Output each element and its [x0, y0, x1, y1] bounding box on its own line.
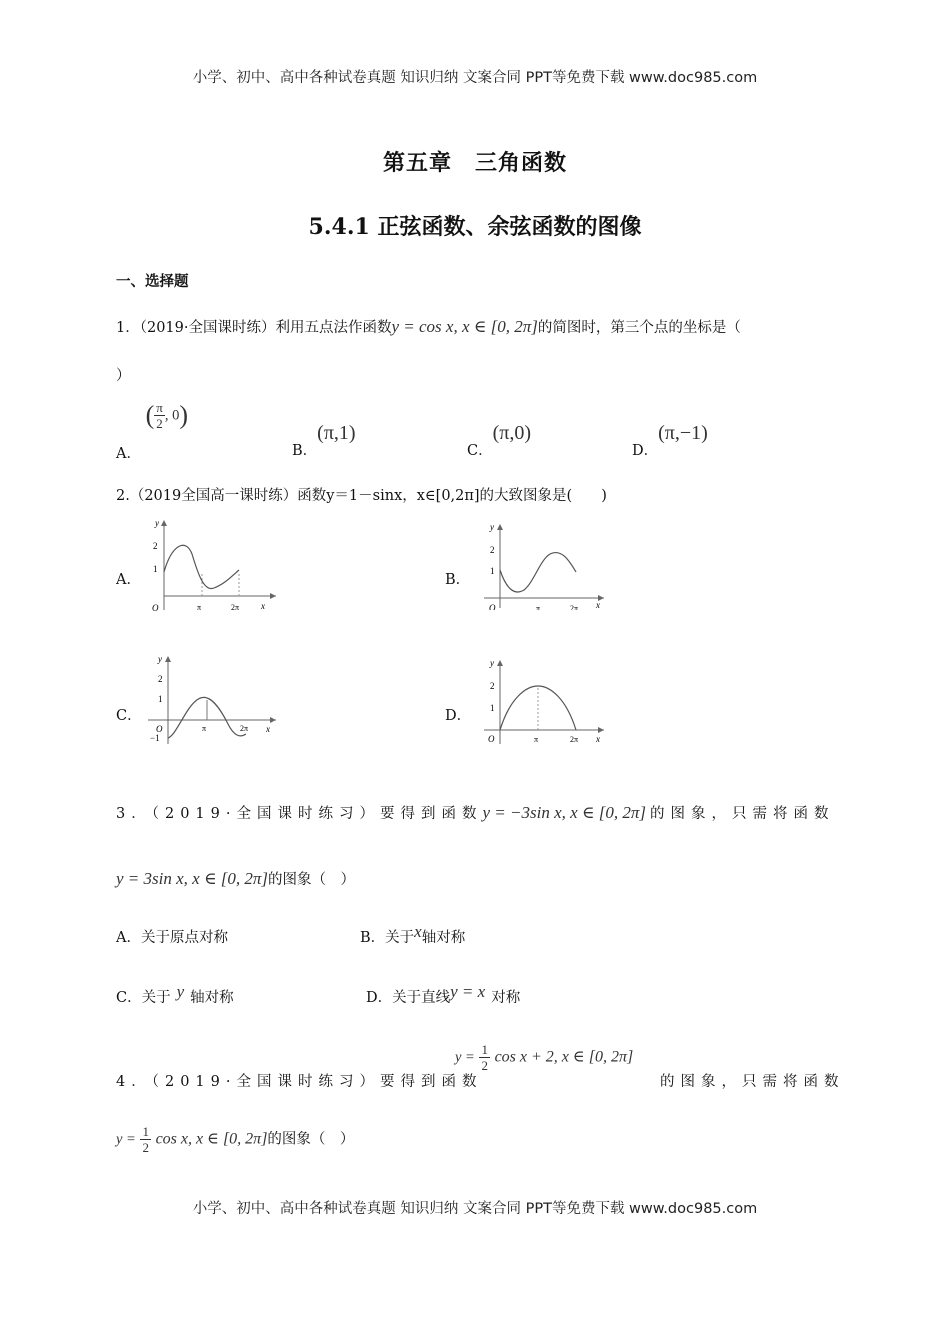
lesson-title: 5.4.1 正弦函数、余弦函数的图像: [308, 214, 642, 240]
q3-option-c: C．关于 y 轴对称: [116, 982, 234, 1006]
svg-text:O: O: [156, 724, 163, 734]
svg-text:y: y: [490, 522, 494, 532]
svg-text:2: 2: [490, 545, 495, 555]
page-header: 小学、初中、高中各种试卷真题 知识归纳 文案合同 PPT等免费下载 www.doc985.com: [192, 70, 758, 86]
svg-text:−1: −1: [150, 733, 160, 743]
svg-text:O: O: [488, 734, 495, 744]
svg-text:1: 1: [490, 703, 495, 713]
graph-d: [470, 656, 610, 748]
q1-option-d: D．(π,−1): [632, 422, 708, 459]
svg-text:2: 2: [490, 681, 495, 691]
x-axis-label: x: [261, 601, 265, 611]
fraction: $\frac{1}{2}$: [142, 1124, 149, 1155]
svg-text:π: π: [534, 735, 539, 744]
q1-formula: y = cos x, x ∈ [0, 2π]: [391, 317, 538, 336]
svg-text:1: 1: [158, 694, 163, 704]
tick-2pi: 2π: [231, 603, 240, 612]
q4-tail: 的图象，只需将函数: [660, 1074, 845, 1090]
q3-option-d: D．关于直线y = x 对称: [366, 982, 521, 1006]
graph-a: [140, 514, 280, 614]
y-axis-label: y: [155, 518, 159, 528]
svg-text:π: π: [202, 724, 207, 733]
svg-text:O: O: [489, 603, 496, 610]
q2-option-c-label: C．: [116, 708, 142, 724]
svg-text:y: y: [158, 654, 162, 664]
q2-option-b-label: B．: [445, 572, 471, 588]
svg-text:2π: 2π: [570, 735, 579, 744]
tick-2: 2: [153, 541, 158, 551]
svg-text:x: x: [596, 734, 600, 744]
chapter-title: 第五章 三角函数: [382, 150, 567, 176]
svg-text:1: 1: [490, 566, 495, 576]
svg-text:y: y: [490, 658, 494, 668]
question-4-cont: y = $\frac{1}{2}$ cos x, x ∈ [0, 2π]的图象（ ）: [116, 1124, 355, 1155]
curve: [500, 553, 576, 592]
q2-option-a-label: A．: [116, 572, 141, 588]
question-3-cont: y = 3sin x, x ∈ [0, 2π]的图象（ ）: [116, 869, 356, 888]
q1-close: ）: [116, 368, 131, 384]
svg-text:x: x: [596, 600, 600, 610]
fraction: $\frac{\pi}{2}$: [156, 400, 163, 431]
svg-text:π: π: [536, 604, 541, 610]
q1-option-a-label: A．: [116, 445, 141, 462]
question-1: [116, 316, 741, 337]
q4-formula: y = $\frac{1}{2}$ cos x + 2, x ∈ [0, 2π]: [455, 1042, 634, 1073]
q1-tail: 的简图时，第三个点的坐标是（: [537, 320, 741, 336]
page-footer: 小学、初中、高中各种试卷真题 知识归纳 文案合同 PPT等免费下载 www.doc985.com: [192, 1201, 758, 1217]
q1-option-c: C．(π,0): [467, 422, 532, 459]
q1-lead: 1．（2019·全国课时练）利用五点法作函数: [116, 320, 392, 336]
tick-1: 1: [153, 564, 158, 574]
origin-label: O: [152, 603, 159, 613]
graph-c: [140, 652, 280, 748]
graph-b: [470, 520, 610, 610]
question-4: 4．（2019·全国课时练习）要得到函数: [116, 1074, 483, 1090]
svg-text:2π: 2π: [240, 724, 249, 733]
q2-option-d-label: D．: [445, 708, 472, 724]
question-3: 3．（2019·全国课时练习）要得到函数y = −3sin x, x ∈ [0, 2π] 的图象，只需将函数: [116, 803, 835, 822]
svg-text:2π: 2π: [570, 604, 579, 610]
fraction: $\frac{1}{2}$: [481, 1042, 488, 1073]
svg-text:2: 2: [158, 674, 163, 684]
section-heading: 一、选择题: [116, 274, 189, 290]
q1-option-b: B．(π,1): [292, 422, 356, 459]
q3-option-b: B．关于x轴对称: [360, 922, 466, 946]
q3-option-a: A．关于原点对称: [116, 930, 228, 946]
question-2: 2.（2019全国高一课时练）函数y＝1－sinx，x∈[0,2π]的大致图象是( ): [116, 488, 607, 504]
q1-option-a: A． ( $\frac{\pi}{2}$ , 0): [116, 400, 189, 462]
tick-pi: π: [197, 603, 202, 612]
svg-text:x: x: [266, 724, 270, 734]
